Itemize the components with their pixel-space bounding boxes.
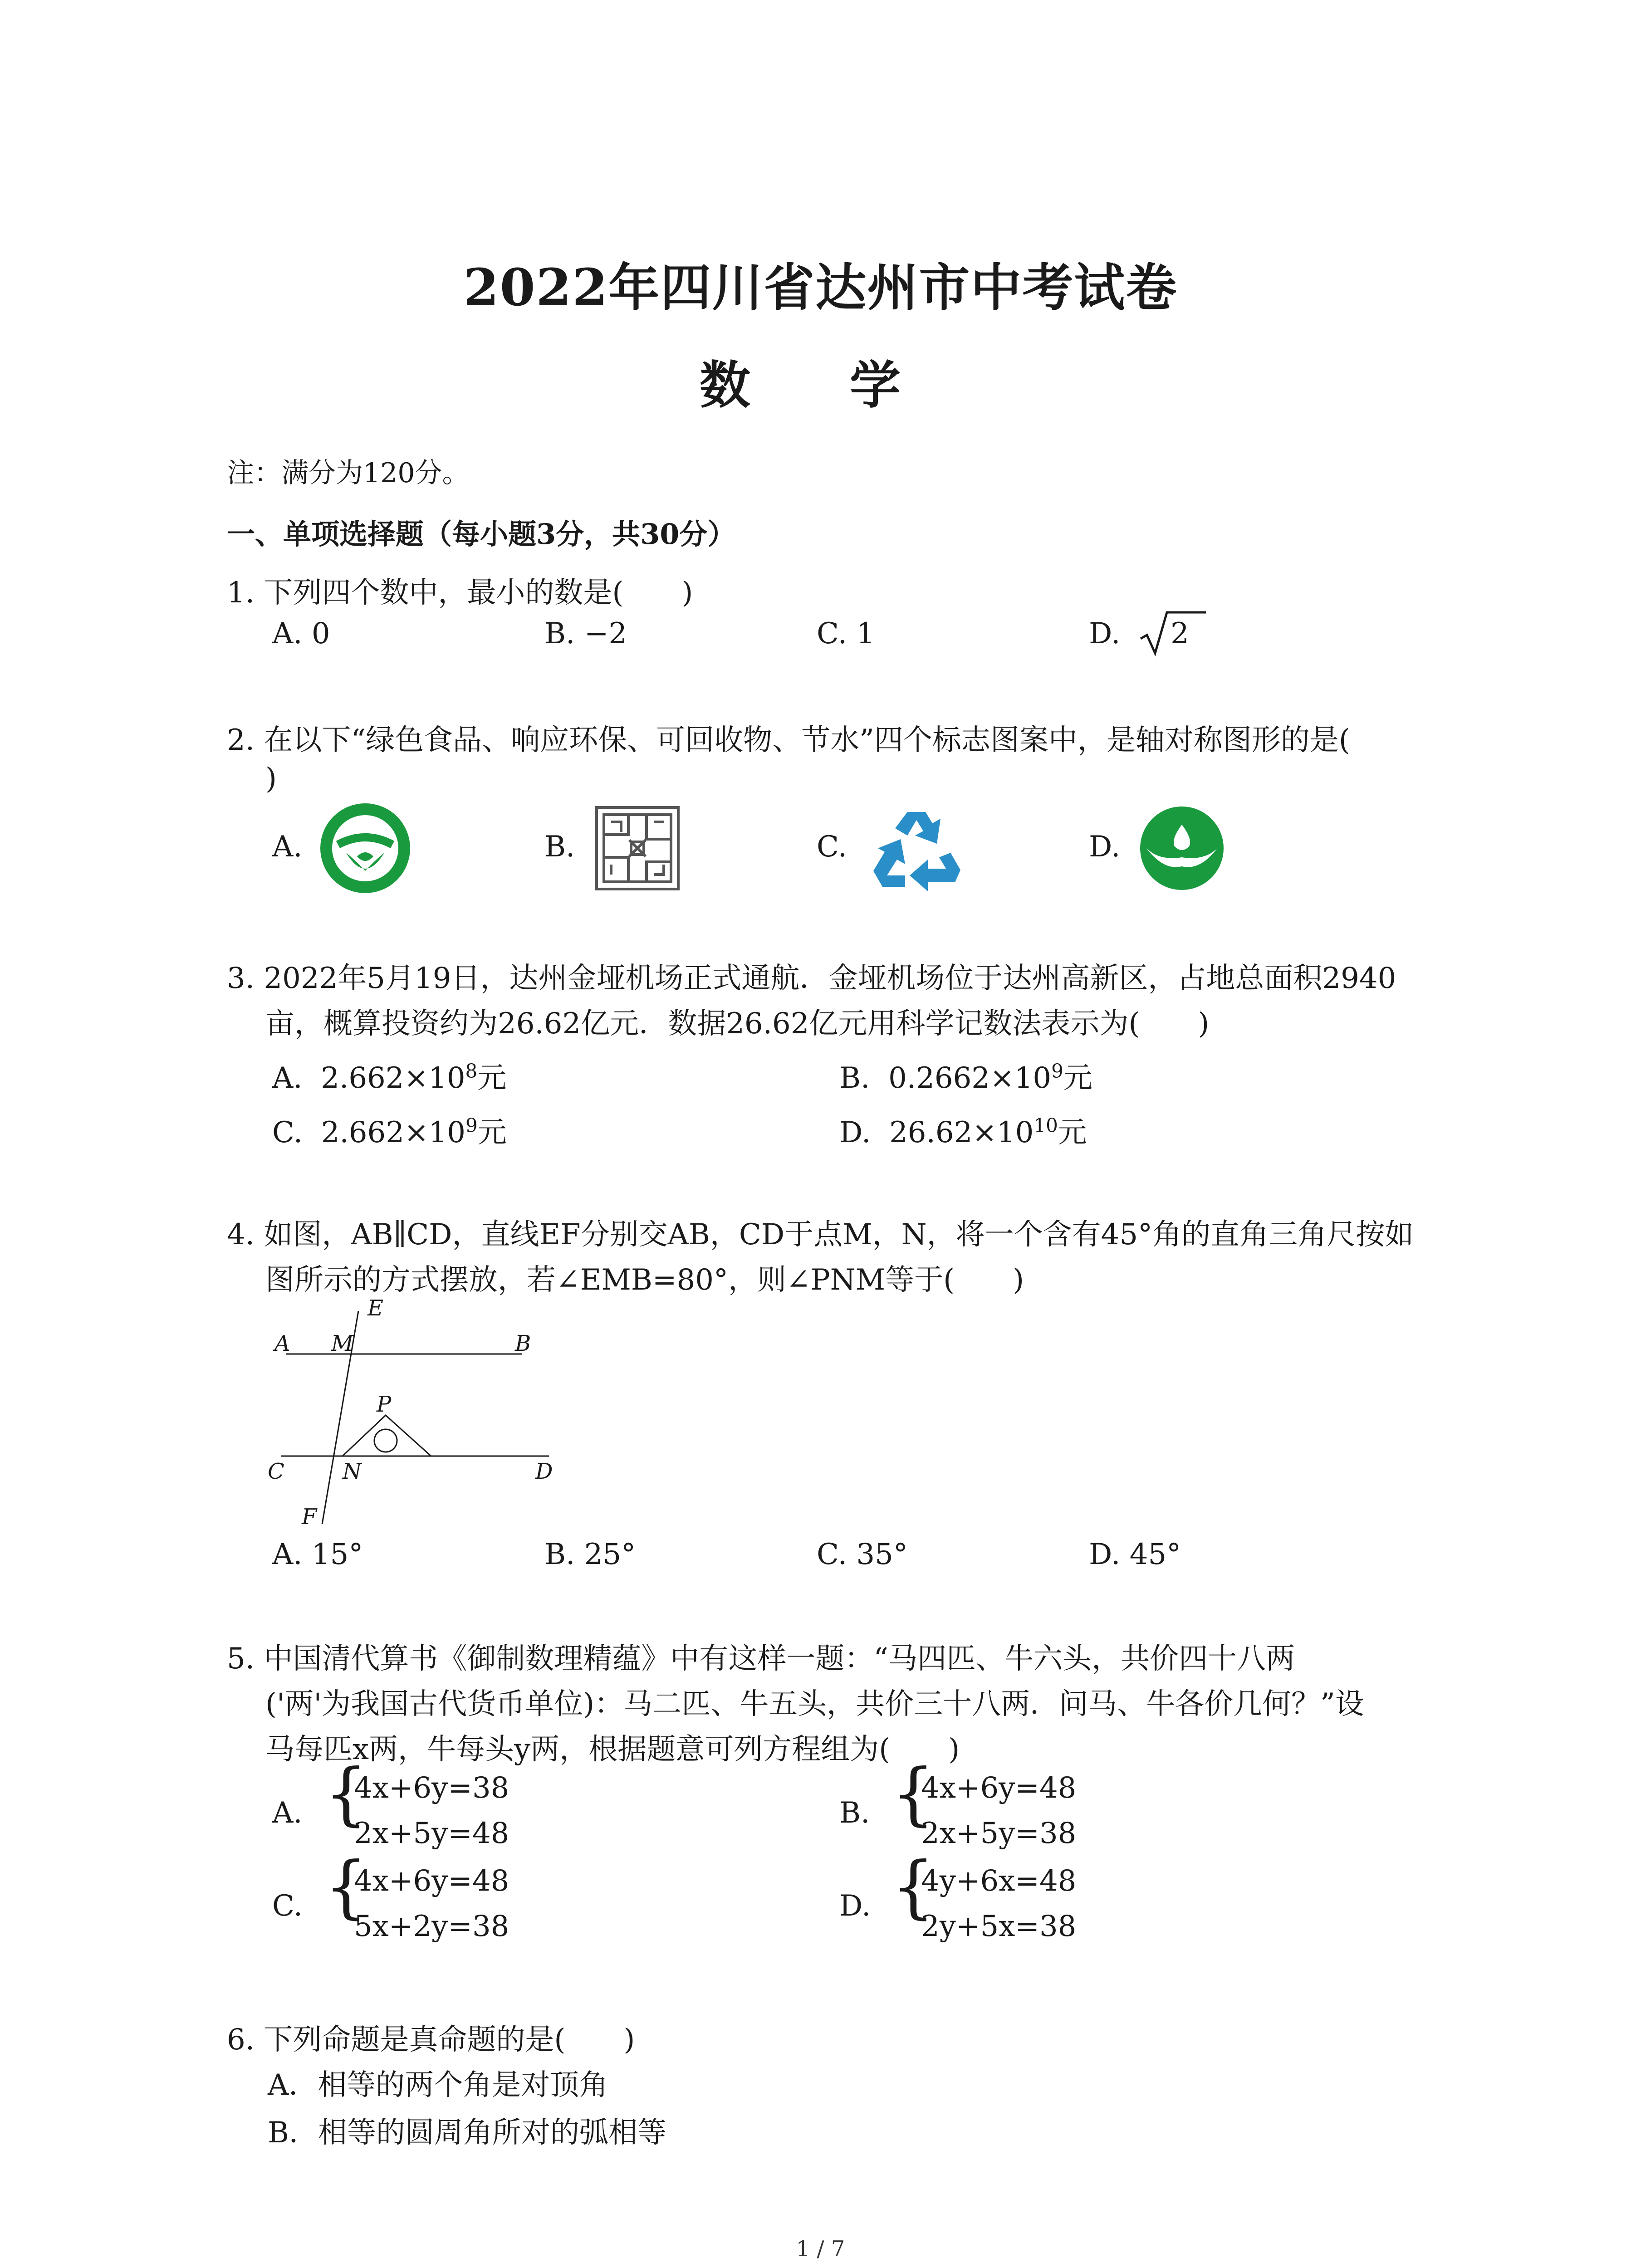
q3-option-c [272, 1109, 507, 1151]
q3-option-d-exponent: 10 [1034, 1114, 1058, 1137]
q3-option-d [839, 1109, 1087, 1151]
question-5-stem-cont2: 马每匹x两，牛每头y两，根据题意可列方程组为( ) [265, 1733, 960, 1766]
q2-option-d: D. [1089, 830, 1121, 864]
figure-label-m: M [331, 1331, 354, 1356]
q5-option-d-eq1: 4y+6x=48 [921, 1864, 1077, 1898]
q3-option-b [839, 1055, 1092, 1096]
q6-option-a: A．相等的两个角是对顶角 [268, 2068, 608, 2102]
figure-label-n: N [343, 1459, 362, 1484]
q5-option-b-label: B. [839, 1796, 870, 1830]
q3-option-d-label: D. [839, 1116, 871, 1149]
q3-option-b-mantissa: 0.2662×10 [888, 1061, 1052, 1095]
section-heading: 一、单项选择题（每小题3分，共30分） [227, 518, 736, 551]
q3-option-c-label: C. [272, 1116, 303, 1149]
green-food-icon [320, 803, 411, 894]
figure-label-f: F [302, 1504, 317, 1530]
q3-option-a [272, 1055, 506, 1096]
question-4-stem-cont: 图所示的方式摆放，若∠EMB=80°，则∠PNM等于( ) [265, 1263, 1024, 1297]
q2-option-b: B. [544, 830, 575, 864]
eco-response-icon [592, 803, 683, 894]
page-number: 1 / 7 [796, 2236, 845, 2262]
q3-option-b-unit: 元 [1063, 1061, 1092, 1095]
question-3-stem: 3. 2022年5月19日，达州金垭机场正式通航．金垭机场位于达州高新区，占地总面积2940 [227, 962, 1396, 995]
recycle-icon [864, 803, 969, 894]
q3-option-a-label: A. [272, 1061, 303, 1095]
q5-option-a-brace: { [324, 1755, 368, 1833]
water-saving-icon [1136, 803, 1227, 894]
question-6-stem: 6. 下列命题是真命题的是( ) [227, 2023, 635, 2057]
q5-option-d-brace: { [892, 1848, 935, 1926]
question-3-stem-cont: 亩，概算投资约为26.62亿元．数据26.62亿元用科学记数法表示为( ) [265, 1007, 1210, 1041]
q6-option-b: B．相等的圆周角所对的弧相等 [268, 2116, 667, 2150]
q5-option-a-label: A. [272, 1796, 303, 1830]
q3-option-d-mantissa: 26.62×10 [889, 1116, 1034, 1149]
q5-option-c-brace: { [324, 1848, 368, 1926]
figure-label-e: E [367, 1295, 384, 1321]
q4-option-b: B. 25° [544, 1538, 636, 1571]
sqrt-radicand: 2 [1171, 617, 1189, 650]
q1-option-c: C. 1 [817, 617, 875, 650]
score-note: 注：满分为120分。 [227, 457, 470, 489]
q3-option-a-unit: 元 [477, 1061, 507, 1095]
subject-title: 数 学 [700, 356, 941, 415]
question-1-stem: 1. 下列四个数中，最小的数是( ) [227, 576, 693, 610]
q1-option-b: B. −2 [544, 617, 627, 650]
question-2-stem: 2. 在以下“绿色食品、响应环保、可回收物、节水”四个标志图案中，是轴对称图形的是( [227, 723, 1350, 757]
page-title: 2022年四川省达州市中考试卷 [463, 258, 1178, 318]
q3-option-c-exponent: 9 [465, 1114, 478, 1137]
figure-label-p: P [377, 1392, 392, 1417]
q5-option-a-eq2: 2x+5y=48 [354, 1817, 509, 1850]
q5-option-c-label: C. [272, 1889, 303, 1923]
q1-option-a: A. 0 [272, 617, 330, 650]
q3-option-a-exponent: 8 [465, 1060, 478, 1082]
figure-label-c: C [268, 1459, 284, 1484]
q1-option-d: D. [1089, 617, 1121, 650]
q3-option-c-mantissa: 2.662×10 [321, 1116, 465, 1149]
question-5-stem: 5. 中国清代算书《御制数理精蕴》中有这样一题：“马四匹、牛六头，共价四十八两 [227, 1642, 1295, 1676]
q3-option-a-mantissa: 2.662×10 [321, 1061, 465, 1095]
question-2-stem-cont: ) [265, 762, 277, 796]
q2-option-c: C. [817, 830, 847, 864]
q5-option-a-eq1: 4x+6y=38 [354, 1771, 509, 1805]
q4-option-d: D. 45° [1089, 1538, 1181, 1571]
figure-label-b: B [515, 1331, 531, 1356]
q5-option-b-eq1: 4x+6y=48 [921, 1771, 1077, 1805]
q5-option-c-eq2: 5x+2y=38 [354, 1910, 509, 1943]
question-4-stem: 4. 如图，AB∥CD，直线EF分别交AB，CD于点M，N，将一个含有45°角的直角三角尺按如 [227, 1218, 1414, 1251]
q4-figure [254, 1293, 581, 1538]
q3-option-b-exponent: 9 [1051, 1060, 1063, 1082]
q5-option-b-eq2: 2x+5y=38 [921, 1817, 1077, 1850]
q5-option-d-eq2: 2y+5x=38 [921, 1910, 1077, 1943]
q5-option-c-eq1: 4x+6y=48 [354, 1864, 509, 1898]
q5-option-b-brace: { [892, 1755, 935, 1833]
figure-label-d: D [535, 1459, 553, 1484]
q5-option-d-label: D. [839, 1889, 871, 1923]
q2-option-a: A. [272, 830, 303, 864]
figure-label-a: A [274, 1331, 290, 1356]
q3-option-b-label: B. [839, 1061, 870, 1095]
q3-option-d-unit: 元 [1058, 1116, 1087, 1149]
q4-option-a: A. 15° [272, 1538, 363, 1571]
question-5-stem-cont: ('两'为我国古代货币单位)：马二匹、牛五头，共价三十八两．问马、牛各价几何？”设 [265, 1687, 1364, 1721]
q4-option-c: C. 35° [817, 1538, 908, 1571]
q3-option-c-unit: 元 [477, 1116, 507, 1149]
